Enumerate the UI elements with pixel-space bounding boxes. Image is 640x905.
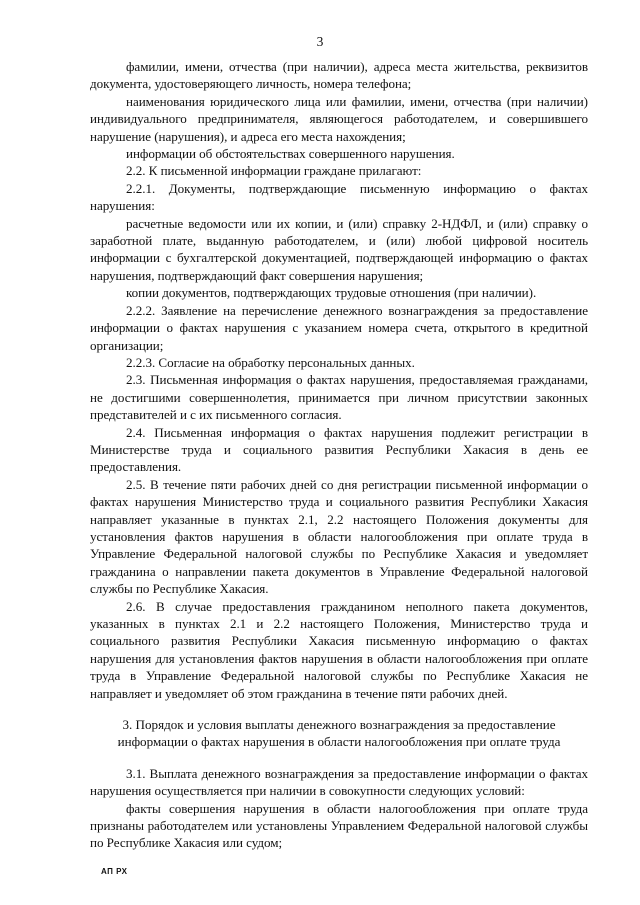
paragraph: факты совершения нарушения в области налогообложения при оплате труда признаны работодателем или установлены Управлением Федеральной налоговой службы по Республике Хакасия или судом; [90, 800, 588, 851]
paragraph: 2.5. В течение пяти рабочих дней со дня регистрации письменной информации о фактах нарушения Министерство труда и социального развития Республики Хакасия направляет указанные в пунктах 2.1, 2.2 настоящего Положения документы для установления фактов нарушения в области налогообложения при оплате труда в Управление Федеральной налоговой службы по Республике Хакасия и уведомляет гражданина о направлении пакета документов в Управление Федеральной налоговой службы по Республике Хакасия. [90, 476, 588, 597]
footer-mark: АП РХ [101, 867, 128, 876]
section-heading: 3. Порядок и условия выплаты денежного вознаграждения за предоставление информации о фактах нарушения в области налогообложения при оплате труда [117, 717, 561, 750]
document-body [90, 58, 588, 852]
paragraph: копии документов, подтверждающих трудовые отношения (при наличии). [126, 285, 537, 301]
paragraph: фамилии, имени, отчества (при наличии), адреса места жительства, реквизитов документа, удостоверяющего личность, номера телефона; [90, 59, 588, 92]
paragraph: 2.2.2. Заявление на перечисление денежного вознаграждения за предоставление информации о фактах нарушения с указанием номера счета, открытого в кредитной организации; [90, 302, 588, 353]
paragraph: 2.2.1. Документы, подтверждающие письменную информацию о фактах нарушения: [90, 180, 588, 214]
paragraph: 3.1. Выплата денежного вознаграждения за предоставление информации о фактах нарушения осуществляется при наличии в совокупности следующих условий: [90, 765, 588, 799]
paragraph: 2.2. К письменной информации граждане прилагают: [126, 163, 422, 179]
paragraph: 2.4. Письменная информация о фактах нарушения подлежит регистрации в Министерстве труда и социального развития Республики Хакасия в день ее предоставления. [90, 424, 588, 475]
paragraph: расчетные ведомости или их копии, и (или) справку 2-НДФЛ, и (или) справку о заработной плате, выданную работодателем, и (или) любой цифровой носитель информации с бухгалтерской документацией, подтверждающей информацию о фактах нарушения, подтверждающий факт совершения нарушения; [90, 215, 588, 283]
paragraph: наименования юридического лица или фамилии, имени, отчества (при наличии) индивидуального предпринимателя, являющегося работодателем, и совершившего нарушение (нарушения), и адреса его места нахождения; [90, 93, 588, 144]
page-number: 3 [316, 34, 324, 49]
paragraph: 2.6. В случае предоставления гражданином неполного пакета документов, указанных в пунктах 2.1 и 2.2 настоящего Положения, Министерство труда и социального развития Республики Хакасия письменную информацию о фактах нарушения для установления фактов нарушения в области налогообложения при оплате труда в Управление Федеральной налоговой службы по Республике Хакасия не направляет и уведомляет об этом гражданина в течение пяти рабочих дней. [90, 598, 588, 701]
paragraph: информации об обстоятельствах совершенного нарушения. [126, 146, 455, 162]
paragraph: 2.3. Письменная информация о фактах нарушения, предоставляемая гражданами, не достигшими совершеннолетия, принимается при личном присутствии законных представителей и с их письменного согласия. [90, 372, 588, 423]
paragraph: 2.2.3. Согласие на обработку персональных данных. [126, 354, 415, 370]
